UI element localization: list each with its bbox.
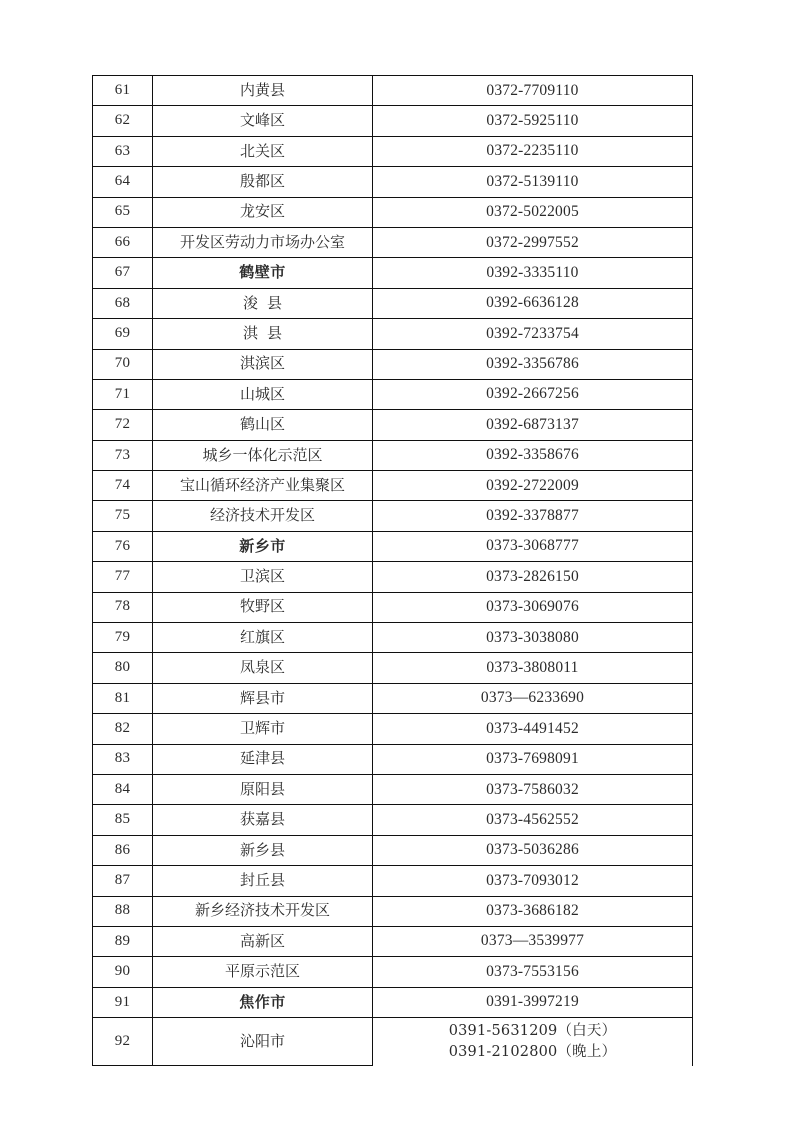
row-index-cell: 61	[93, 76, 153, 106]
table-row	[93, 471, 693, 501]
phone-number-cell: 0373-7586032	[373, 774, 693, 804]
phone-number-cell: 0373—6233690	[373, 683, 693, 713]
region-name-cell: 原阳县	[153, 774, 373, 804]
row-index-cell: 70	[93, 349, 153, 379]
table-row	[93, 197, 693, 227]
row-index-cell: 83	[93, 744, 153, 774]
row-index-cell: 76	[93, 531, 153, 561]
row-index-cell: 80	[93, 653, 153, 683]
table-row	[93, 410, 693, 440]
region-name-cell: 淇县	[153, 319, 373, 349]
table-row	[93, 379, 693, 409]
row-index-cell: 66	[93, 227, 153, 257]
region-name-cell: 经济技术开发区	[153, 501, 373, 531]
table-row	[93, 1018, 693, 1066]
row-index-cell: 73	[93, 440, 153, 470]
table-row	[93, 683, 693, 713]
table-row	[93, 623, 693, 653]
table-row	[93, 896, 693, 926]
region-name-cell: 获嘉县	[153, 805, 373, 835]
phone-number-cell: 0372-5139110	[373, 167, 693, 197]
table-row	[93, 805, 693, 835]
region-name-cell: 新乡市	[153, 531, 373, 561]
region-name-cell: 山城区	[153, 379, 373, 409]
phone-number-cell: 0372-5022005	[373, 197, 693, 227]
row-index-cell: 81	[93, 683, 153, 713]
region-name-cell: 内黄县	[153, 76, 373, 106]
region-name-cell: 鹤壁市	[153, 258, 373, 288]
phone-number-cell: 0373-7093012	[373, 866, 693, 896]
phone-number-cell: 0392-3358676	[373, 440, 693, 470]
row-index-cell: 65	[93, 197, 153, 227]
region-name-cell: 新乡经济技术开发区	[153, 896, 373, 926]
table-row	[93, 258, 693, 288]
table-row	[93, 349, 693, 379]
table-row	[93, 774, 693, 804]
phone-number-cell: 0392-7233754	[373, 319, 693, 349]
region-name-cell: 封丘县	[153, 866, 373, 896]
table-row	[93, 106, 693, 136]
region-name-cell: 开发区劳动力市场办公室	[153, 227, 373, 257]
table-row	[93, 288, 693, 318]
phone-number-cell: 0392-3356786	[373, 349, 693, 379]
table-row	[93, 866, 693, 896]
row-index-cell: 89	[93, 926, 153, 956]
phone-number-line: 0391-2102800（晚上）	[448, 1043, 617, 1060]
row-index-cell: 71	[93, 379, 153, 409]
row-index-cell: 92	[93, 1018, 153, 1066]
phone-number-cell: 0373-5036286	[373, 835, 693, 865]
phone-number-cell: 0373-7698091	[373, 744, 693, 774]
table-row	[93, 76, 693, 106]
row-index-cell: 82	[93, 714, 153, 744]
phone-number-cell: 0373-7553156	[373, 957, 693, 987]
table-row	[93, 987, 693, 1017]
table-row	[93, 227, 693, 257]
row-index-cell: 68	[93, 288, 153, 318]
region-name-cell: 新乡县	[153, 835, 373, 865]
region-name-cell: 高新区	[153, 926, 373, 956]
row-index-cell: 86	[93, 835, 153, 865]
row-index-cell: 69	[93, 319, 153, 349]
table-row	[93, 136, 693, 166]
row-index-cell: 78	[93, 592, 153, 622]
region-name-cell: 牧野区	[153, 592, 373, 622]
phone-number-cell: 0373—3539977	[373, 926, 693, 956]
region-name-cell: 龙安区	[153, 197, 373, 227]
phone-number-cell: 0373-3069076	[373, 592, 693, 622]
table-row	[93, 562, 693, 592]
table-row	[93, 926, 693, 956]
phone-number-cell: 0391-3997219	[373, 987, 693, 1017]
phone-number-cell: 0373-3038080	[373, 623, 693, 653]
row-index-cell: 67	[93, 258, 153, 288]
row-index-cell: 87	[93, 866, 153, 896]
phone-number-cell: 0392-6873137	[373, 410, 693, 440]
phone-number-line: 0391-5631209（白天）	[448, 1023, 617, 1040]
row-index-cell: 74	[93, 471, 153, 501]
region-name-cell: 北关区	[153, 136, 373, 166]
region-name-cell: 沁阳市	[153, 1018, 373, 1066]
phone-number-cell: 0373-4562552	[373, 805, 693, 835]
phone-number-cell: 0373-3068777	[373, 531, 693, 561]
row-index-cell: 88	[93, 896, 153, 926]
table-row	[93, 714, 693, 744]
phone-number-cell: 0392-3335110	[373, 258, 693, 288]
phone-number-cell: 0392-2667256	[373, 379, 693, 409]
phone-number-cell	[373, 1018, 693, 1066]
phone-number-cell: 0372-5925110	[373, 106, 693, 136]
row-index-cell: 72	[93, 410, 153, 440]
table-row	[93, 531, 693, 561]
table-row	[93, 835, 693, 865]
phone-number-cell: 0373-3808011	[373, 653, 693, 683]
row-index-cell: 77	[93, 562, 153, 592]
table-row	[93, 653, 693, 683]
region-name-cell: 卫辉市	[153, 714, 373, 744]
phone-number-cell: 0392-3378877	[373, 501, 693, 531]
region-name-cell: 卫滨区	[153, 562, 373, 592]
table-row	[93, 501, 693, 531]
table-row	[93, 744, 693, 774]
row-index-cell: 90	[93, 957, 153, 987]
phone-number-cell: 0373-2826150	[373, 562, 693, 592]
table-row	[93, 592, 693, 622]
phone-number-cell: 0392-2722009	[373, 471, 693, 501]
region-name-cell: 红旗区	[153, 623, 373, 653]
row-index-cell: 84	[93, 774, 153, 804]
region-name-cell: 延津县	[153, 744, 373, 774]
phone-number-cell: 0392-6636128	[373, 288, 693, 318]
table-row	[93, 319, 693, 349]
table-row	[93, 957, 693, 987]
row-index-cell: 91	[93, 987, 153, 1017]
contact-directory-table	[92, 75, 693, 1066]
region-name-cell: 鹤山区	[153, 410, 373, 440]
phone-number-cell: 0373-3686182	[373, 896, 693, 926]
region-name-cell: 殷都区	[153, 167, 373, 197]
region-name-cell: 焦作市	[153, 987, 373, 1017]
table-row	[93, 440, 693, 470]
region-name-cell: 凤泉区	[153, 653, 373, 683]
row-index-cell: 62	[93, 106, 153, 136]
row-index-cell: 63	[93, 136, 153, 166]
region-name-cell: 文峰区	[153, 106, 373, 136]
phone-number-cell: 0372-7709110	[373, 76, 693, 106]
phone-number-cell: 0372-2235110	[373, 136, 693, 166]
row-index-cell: 79	[93, 623, 153, 653]
phone-number-cell: 0372-2997552	[373, 227, 693, 257]
region-name-cell: 宝山循环经济产业集聚区	[153, 471, 373, 501]
region-name-cell: 平原示范区	[153, 957, 373, 987]
row-index-cell: 64	[93, 167, 153, 197]
region-name-cell: 城乡一体化示范区	[153, 440, 373, 470]
row-index-cell: 75	[93, 501, 153, 531]
table-body	[93, 76, 693, 1066]
table-row	[93, 167, 693, 197]
phone-number-cell: 0373-4491452	[373, 714, 693, 744]
region-name-cell: 浚县	[153, 288, 373, 318]
row-index-cell: 85	[93, 805, 153, 835]
region-name-cell: 辉县市	[153, 683, 373, 713]
region-name-cell: 淇滨区	[153, 349, 373, 379]
